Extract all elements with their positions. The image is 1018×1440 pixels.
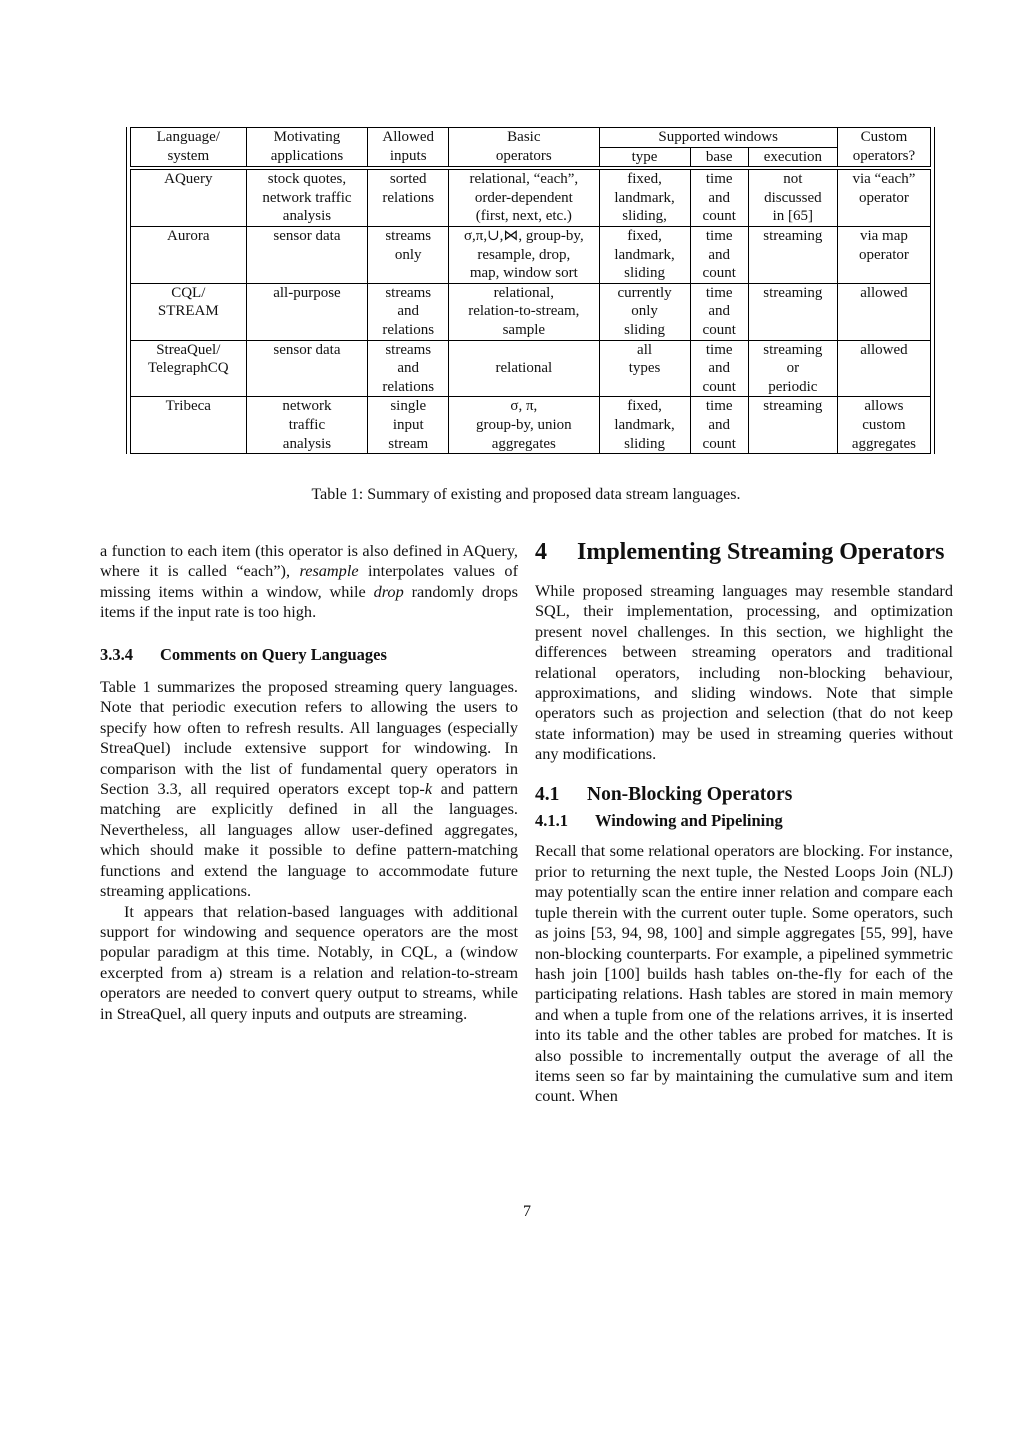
cell-inputs: [368, 283, 449, 340]
cell-line: network: [282, 398, 332, 415]
cell-operators: [449, 283, 599, 340]
cell-line: Aurora: [167, 227, 210, 244]
cell-line: fixed,: [627, 398, 662, 415]
cell-custom: [837, 283, 930, 340]
summary-table: [130, 127, 931, 454]
table-row: [131, 226, 931, 283]
cell-custom: [837, 168, 930, 226]
cell-line: streams: [385, 341, 432, 358]
cell-line: map, window sort: [469, 265, 578, 282]
cell-line: fixed,: [627, 227, 662, 244]
cell-line: input: [392, 416, 424, 433]
cell-language: [131, 340, 247, 397]
cell-line: TelegraphCQ: [148, 360, 229, 377]
cell-line: landmark,: [614, 189, 675, 206]
cell-window-execution: [748, 226, 837, 283]
cell-line: relational: [495, 360, 553, 377]
cell-line: and: [397, 303, 420, 320]
cell-operators: [449, 397, 599, 454]
cell-line: sliding: [624, 321, 665, 338]
cell-line: aggregates: [851, 435, 916, 452]
cell-line: count: [702, 265, 736, 282]
cell-operators: [449, 340, 599, 397]
cell-inputs: [368, 340, 449, 397]
header-applications: Motivating applications: [246, 128, 368, 169]
cell-line: relations: [382, 189, 435, 206]
cell-line: σ, π,: [510, 398, 538, 415]
subsubsection-heading: 4.1.1 Windowing and Pipelining: [535, 811, 783, 831]
cell-line: or: [786, 360, 800, 377]
header-language: Language/ system: [131, 128, 247, 169]
cell-window-type: [599, 397, 690, 454]
cell-line: landmark,: [614, 246, 675, 263]
header-custom: Custom operators?: [837, 128, 930, 169]
page-number: 7: [523, 1203, 531, 1220]
header-inputs: Allowed inputs: [368, 128, 449, 169]
cell-line: single: [390, 398, 427, 415]
cell-line: streams: [385, 227, 432, 244]
subsection-heading: 4.1 Non-Blocking Operators: [535, 783, 793, 805]
cell-line: and: [708, 416, 731, 433]
header-type: type: [599, 147, 690, 168]
cell-operators: [449, 168, 599, 226]
cell-language: [131, 226, 247, 283]
cell-window-execution: [748, 283, 837, 340]
table-row: [131, 168, 931, 226]
cell-line: via “each”: [852, 171, 916, 188]
cell-language: [131, 397, 247, 454]
cell-line: and: [708, 360, 731, 377]
cell-line: group-by, union: [475, 416, 572, 433]
cell-line: and: [708, 303, 731, 320]
cell-line: sliding,: [622, 208, 667, 225]
cell-line: all: [637, 341, 653, 358]
cell-window-base: [690, 226, 748, 283]
header-supported-windows: Supported windows: [599, 128, 837, 148]
cell-line: operator: [858, 246, 909, 263]
cell-line: relational, “each”,: [469, 171, 579, 188]
paragraph: It appears that relation-based languages with additional support for windowing and sequence operators are the most popular paradigm at this time. Notably, in CQL, a (window excerpted from a) stream is a relation and relation-to-stream operators are needed to convert query output to streams, while in StreaQuel, all query inputs and outputs are streaming.: [100, 901, 518, 1023]
header-base: base: [690, 147, 748, 168]
cell-line: [452, 378, 595, 397]
cell-line: allowed: [860, 341, 908, 358]
cell-inputs: [368, 168, 449, 226]
cell-line: analysis: [282, 435, 332, 452]
cell-line: only: [394, 246, 422, 263]
cell-line: (first, next, etc.): [475, 208, 572, 225]
cell-line: sensor data: [273, 341, 341, 358]
cell-line: count: [702, 435, 736, 452]
paragraph: While proposed streaming languages may resemble standard SQL, their implementation, processing, and optimization present novel challenges. In this section, we highlight the differences between streaming operators and traditional relational operators, including non-blocking behaviour, approximations, and sliding windows. Note that simple operators such as projection and selection (that do not keep state information) may be used in streaming queries without any modifications.: [535, 581, 953, 764]
paragraph: Recall that some relational operators are blocking. For instance, prior to returning the next tuple, the Nested Loops Join (NLJ) may potentially scan the entire inner relation and compare each tuple therein with the current outer tuple. Some operators, such as joins [53, 94, 98, 100] and simple aggregates [55, 99], have non-blocking counterparts. For example, a pipelined symmetric hash join [100] builds hash tables on-the-fly for each of the participating relations. Hash tables are stored in main memory and when a tuple from one of the relations arrives, it is inserted into its table and the other tables are probed for matches. It is also possible to incrementally output the average of all the items seen so far by maintaining the cumulative sum and item count. When: [535, 841, 953, 1106]
cell-line: network traffic: [262, 189, 352, 206]
cell-line: sliding: [624, 435, 665, 452]
cell-line: all-purpose: [273, 284, 341, 301]
cell-line: landmark,: [614, 416, 675, 433]
cell-line: via map: [859, 227, 908, 244]
cell-window-execution: [748, 340, 837, 397]
cell-line: in [65]: [772, 208, 814, 225]
cell-line: STREAM: [157, 303, 219, 320]
cell-inputs: [368, 397, 449, 454]
cell-line: and: [708, 189, 731, 206]
cell-window-base: [690, 168, 748, 226]
cell-line: time: [705, 227, 733, 244]
cell-line: streaming: [763, 398, 823, 415]
cell-line: sample: [502, 321, 546, 338]
cell-line: order-dependent: [474, 189, 573, 206]
cell-line: count: [702, 321, 736, 338]
right-column: [535, 537, 953, 1107]
cell-line: relational,: [493, 284, 555, 301]
cell-line: streaming: [763, 227, 823, 244]
cell-applications: [246, 168, 368, 226]
cell-line: relations: [382, 378, 435, 395]
cell-line: streaming: [763, 284, 823, 301]
cell-line: time: [705, 341, 733, 358]
table-row: [131, 340, 931, 397]
cell-line: Tribeca: [165, 398, 211, 415]
table-header-row: [131, 128, 931, 148]
cell-line: time: [705, 398, 733, 415]
cell-window-type: [599, 283, 690, 340]
cell-line: currently: [617, 284, 672, 301]
cell-line: operator: [858, 189, 909, 206]
cell-line: sliding: [624, 265, 665, 282]
cell-window-base: [690, 283, 748, 340]
cell-line: sorted: [389, 171, 427, 188]
cell-line: resample, drop,: [477, 246, 571, 263]
cell-applications: [246, 340, 368, 397]
cell-applications: [246, 226, 368, 283]
table-row: [131, 283, 931, 340]
cell-window-execution: [748, 168, 837, 226]
cell-line: and: [708, 246, 731, 263]
cell-operators: [449, 226, 599, 283]
cell-line: AQuery: [164, 171, 213, 188]
cell-line: streams: [385, 284, 432, 301]
cell-line: stock quotes,: [267, 171, 347, 188]
cell-line: streaming: [763, 341, 823, 358]
cell-line: analysis: [282, 208, 332, 225]
cell-window-base: [690, 397, 748, 454]
cell-inputs: [368, 226, 449, 283]
cell-window-base: [690, 340, 748, 397]
cell-line: relation-to-stream,: [468, 303, 580, 320]
cell-line: sensor data: [273, 227, 341, 244]
header-execution: execution: [748, 147, 837, 168]
paragraph: Table 1 summarizes the proposed streaming query languages. Note that periodic execution refers to allowing the users to specify how often to refresh results. All languages (especially StreaQuel) include extensive support for windowing. In comparison with the list of fundamental query operators in Section 3.3, all required operators except top-k and pattern matching are explicitly defined in all the languages. Nevertheless, all languages allow user-defined aggregates, which should make it possible to define pattern-matching functions and extend the language to accommodate future streaming applications.: [100, 677, 519, 901]
cell-custom: [837, 397, 930, 454]
cell-language: [131, 283, 247, 340]
cell-line: only: [631, 303, 658, 320]
cell-line: stream: [388, 435, 429, 452]
cell-line: not: [783, 171, 803, 188]
cell-line: time: [705, 171, 733, 188]
header-operators: Basic operators: [449, 128, 599, 169]
cell-line: allowed: [860, 284, 908, 301]
table-row: [131, 397, 931, 454]
cell-line: fixed,: [627, 171, 662, 188]
cell-line: count: [702, 208, 736, 225]
left-column: [100, 541, 518, 1024]
cell-line: CQL/: [171, 284, 206, 301]
cell-custom: [837, 226, 930, 283]
section-heading: 4 Implementing Streaming Operators: [535, 539, 945, 565]
cell-line: discussed: [764, 189, 822, 206]
cell-line: custom: [862, 416, 906, 433]
cell-custom: [837, 340, 930, 397]
cell-window-type: [599, 168, 690, 226]
cell-line: periodic: [768, 378, 818, 395]
cell-line: relations: [382, 321, 435, 338]
cell-line: σ,π,∪,⋈, group-by,: [463, 227, 584, 244]
cell-line: time: [705, 284, 733, 301]
cell-applications: [246, 397, 368, 454]
subsubsection-heading: 3.3.4 Comments on Query Languages: [100, 644, 387, 664]
table-caption: Table 1: Summary of existing and proposed data stream languages.: [311, 486, 741, 503]
cell-line: allows: [864, 398, 904, 415]
cell-line: and: [397, 360, 420, 377]
cell-applications: [246, 283, 368, 340]
cell-line: traffic: [288, 416, 326, 433]
cell-line: count: [702, 378, 736, 395]
cell-line: aggregates: [491, 435, 556, 452]
summary-table-frame: [126, 127, 935, 454]
paragraph: a function to each item (this operator is also defined in AQuery, where it is called “each”), resample interpolates values of missing items within a window, while drop randomly drops items if the input rate is too high.: [100, 541, 519, 622]
cell-window-type: [599, 340, 690, 397]
cell-window-type: [599, 226, 690, 283]
cell-line: types: [628, 360, 661, 377]
cell-language: [131, 168, 247, 226]
cell-line: [452, 341, 595, 360]
cell-window-execution: [748, 397, 837, 454]
cell-line: StreaQuel/: [156, 341, 221, 358]
